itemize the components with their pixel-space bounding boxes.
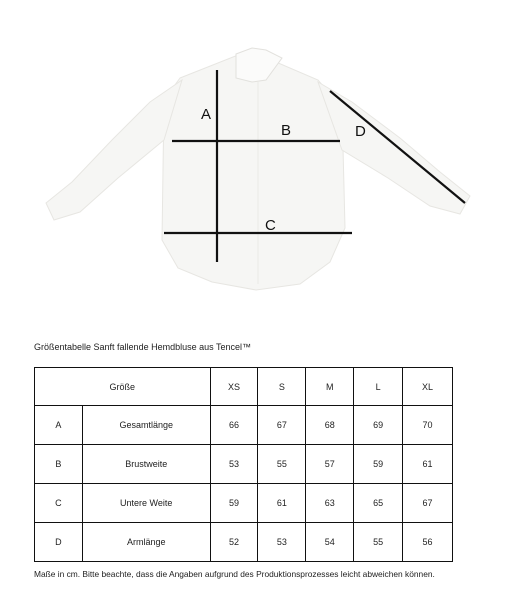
row-code: B bbox=[35, 445, 83, 484]
table-cell: 56 bbox=[403, 523, 453, 562]
row-measurement-name: Brustweite bbox=[82, 445, 210, 484]
measure-label-d: D bbox=[355, 123, 366, 140]
table-cell: 55 bbox=[258, 445, 306, 484]
size-header-label: Größe bbox=[35, 368, 211, 406]
table-cell: 69 bbox=[354, 406, 403, 445]
left-sleeve bbox=[46, 80, 182, 220]
row-measurement-name: Untere Weite bbox=[82, 484, 210, 523]
table-cell: 68 bbox=[306, 406, 354, 445]
size-table bbox=[34, 367, 453, 562]
size-header-xl: XL bbox=[403, 368, 453, 406]
table-cell: 55 bbox=[354, 523, 403, 562]
measure-label-a: A bbox=[201, 106, 212, 123]
table-cell: 57 bbox=[306, 445, 354, 484]
table-cell: 67 bbox=[403, 484, 453, 523]
table-row bbox=[35, 406, 453, 445]
table-row bbox=[35, 484, 453, 523]
size-header-m: M bbox=[306, 368, 354, 406]
table-cell: 63 bbox=[306, 484, 354, 523]
table-cell: 67 bbox=[258, 406, 306, 445]
size-chart-title: Größentabelle Sanft fallende Hemdbluse aus Tencel™ bbox=[34, 342, 251, 352]
row-code: D bbox=[35, 523, 83, 562]
table-cell: 53 bbox=[210, 445, 258, 484]
row-measurement-name: Gesamtlänge bbox=[82, 406, 210, 445]
row-code: A bbox=[35, 406, 83, 445]
table-row bbox=[35, 445, 453, 484]
table-cell: 65 bbox=[354, 484, 403, 523]
table-header-row bbox=[35, 368, 453, 406]
table-cell: 52 bbox=[210, 523, 258, 562]
table-cell: 54 bbox=[306, 523, 354, 562]
row-measurement-name: Armlänge bbox=[82, 523, 210, 562]
row-code: C bbox=[35, 484, 83, 523]
table-cell: 70 bbox=[403, 406, 453, 445]
table-cell: 61 bbox=[258, 484, 306, 523]
table-cell: 61 bbox=[403, 445, 453, 484]
table-cell: 66 bbox=[210, 406, 258, 445]
measure-label-b: B bbox=[281, 122, 292, 139]
measure-label-c: C bbox=[265, 217, 276, 234]
table-row bbox=[35, 523, 453, 562]
table-cell: 53 bbox=[258, 523, 306, 562]
table-cell: 59 bbox=[210, 484, 258, 523]
size-header-l: L bbox=[354, 368, 403, 406]
shirt-body bbox=[162, 55, 345, 290]
size-header-s: S bbox=[258, 368, 306, 406]
footnote: Maße in cm. Bitte beachte, dass die Angaben aufgrund des Produktionsprozesses leicht abweichen können. bbox=[34, 569, 435, 579]
size-header-xs: XS bbox=[210, 368, 258, 406]
table-cell: 59 bbox=[354, 445, 403, 484]
